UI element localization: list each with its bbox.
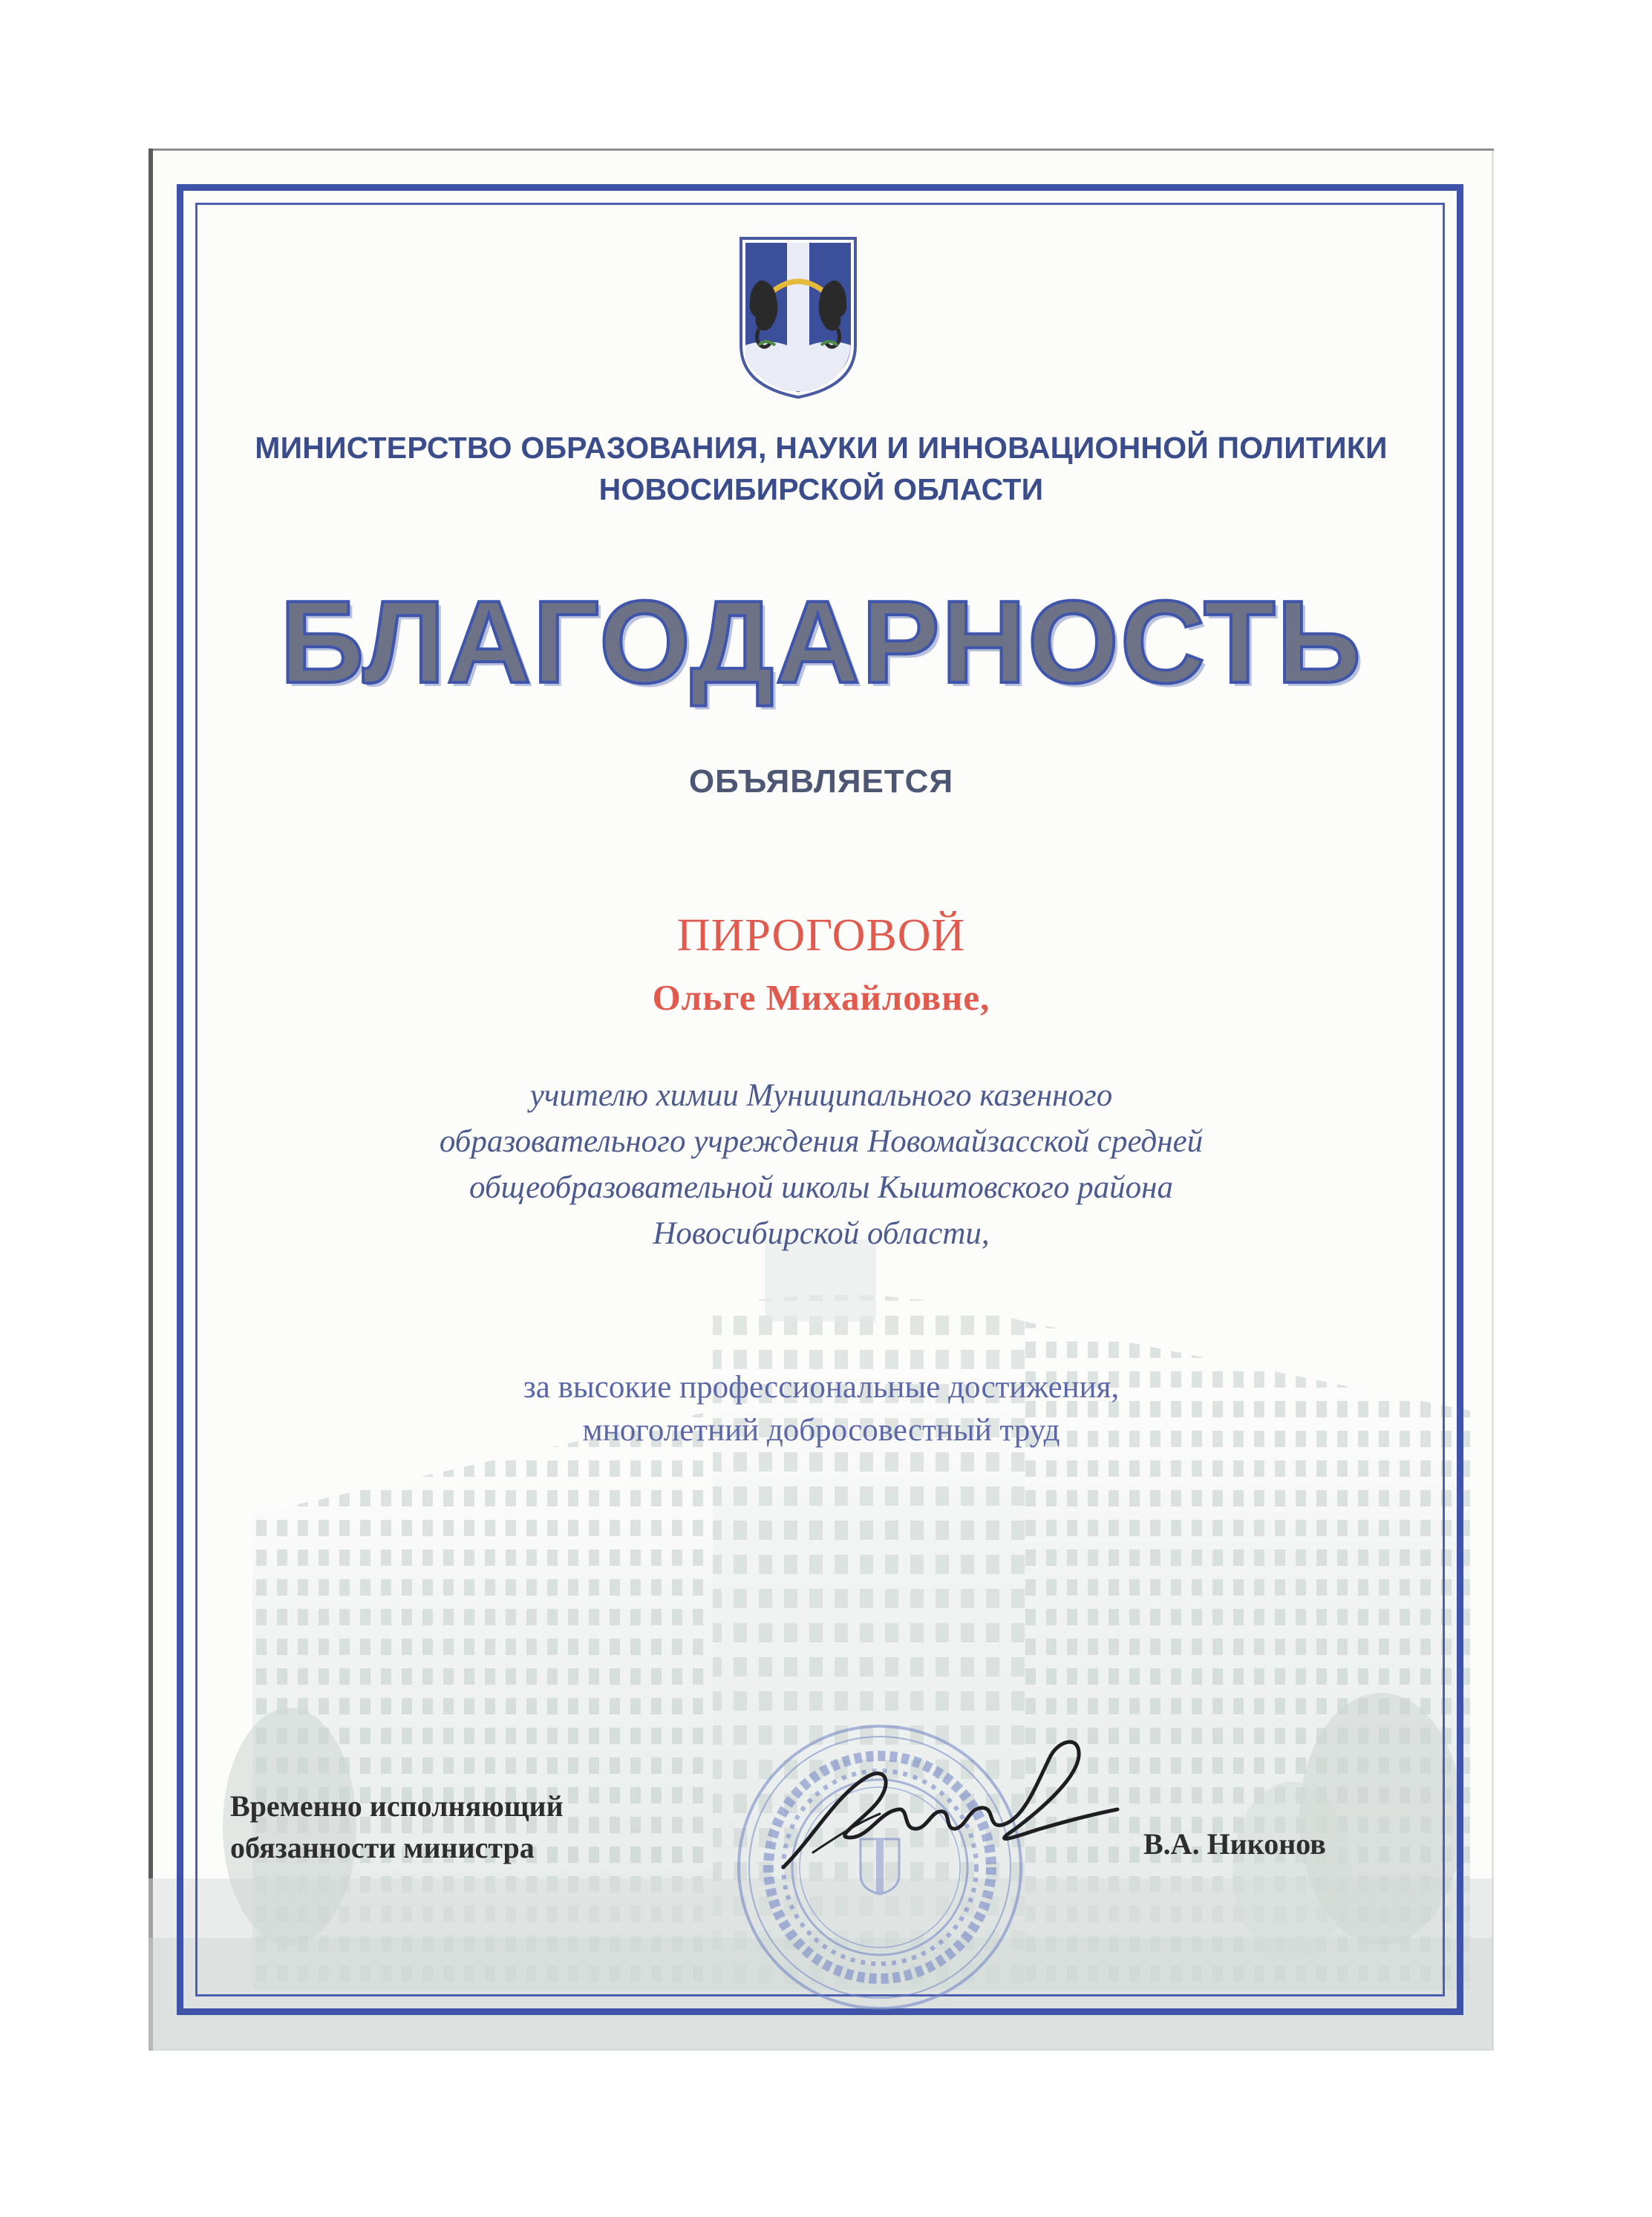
position-line: общеобразовательной школы Кыштовского района bbox=[469, 1170, 1173, 1205]
certificate-title: БЛАГОДАРНОСТЬ bbox=[279, 577, 1363, 708]
position-line: образовательного учреждения Новомайзасской средней bbox=[439, 1124, 1204, 1159]
handwritten-signature bbox=[768, 1726, 1125, 1882]
certificate-sheet bbox=[148, 148, 1494, 2051]
signer-title bbox=[230, 1786, 564, 1869]
signer-title-line-1: Временно исполняющий bbox=[230, 1789, 564, 1823]
reason-line: многолетний добросовестный труд bbox=[582, 1413, 1060, 1448]
recipient-position bbox=[148, 1073, 1494, 1257]
award-reason bbox=[148, 1366, 1494, 1452]
ministry-header bbox=[148, 427, 1494, 510]
reason-line: за высокие профессиональные достижения, bbox=[523, 1370, 1120, 1405]
announce-text: ОБЪЯВЛЯЕТСЯ bbox=[688, 763, 954, 800]
novosibirsk-coat-of-arms-icon bbox=[737, 234, 860, 401]
ministry-line-2: НОВОСИБИРСКОЙ ОБЛАСТИ bbox=[598, 472, 1044, 506]
position-line: Новосибирской области, bbox=[653, 1216, 990, 1251]
recipient-surname: ПИРОГОВОЙ bbox=[676, 910, 966, 961]
ministry-line-1: МИНИСТЕРСТВО ОБРАЗОВАНИЯ, НАУКИ И ИННОВАЦИОННОЙ ПОЛИТИКИ bbox=[255, 431, 1388, 465]
signer-name: В.А. Никонов bbox=[1143, 1827, 1326, 1861]
position-line: учителю химии Муниципального казенного bbox=[529, 1078, 1113, 1113]
recipient-given-name: Ольге Михайловне, bbox=[652, 977, 990, 1018]
signer-title-line-2: обязанности министра bbox=[230, 1831, 535, 1864]
